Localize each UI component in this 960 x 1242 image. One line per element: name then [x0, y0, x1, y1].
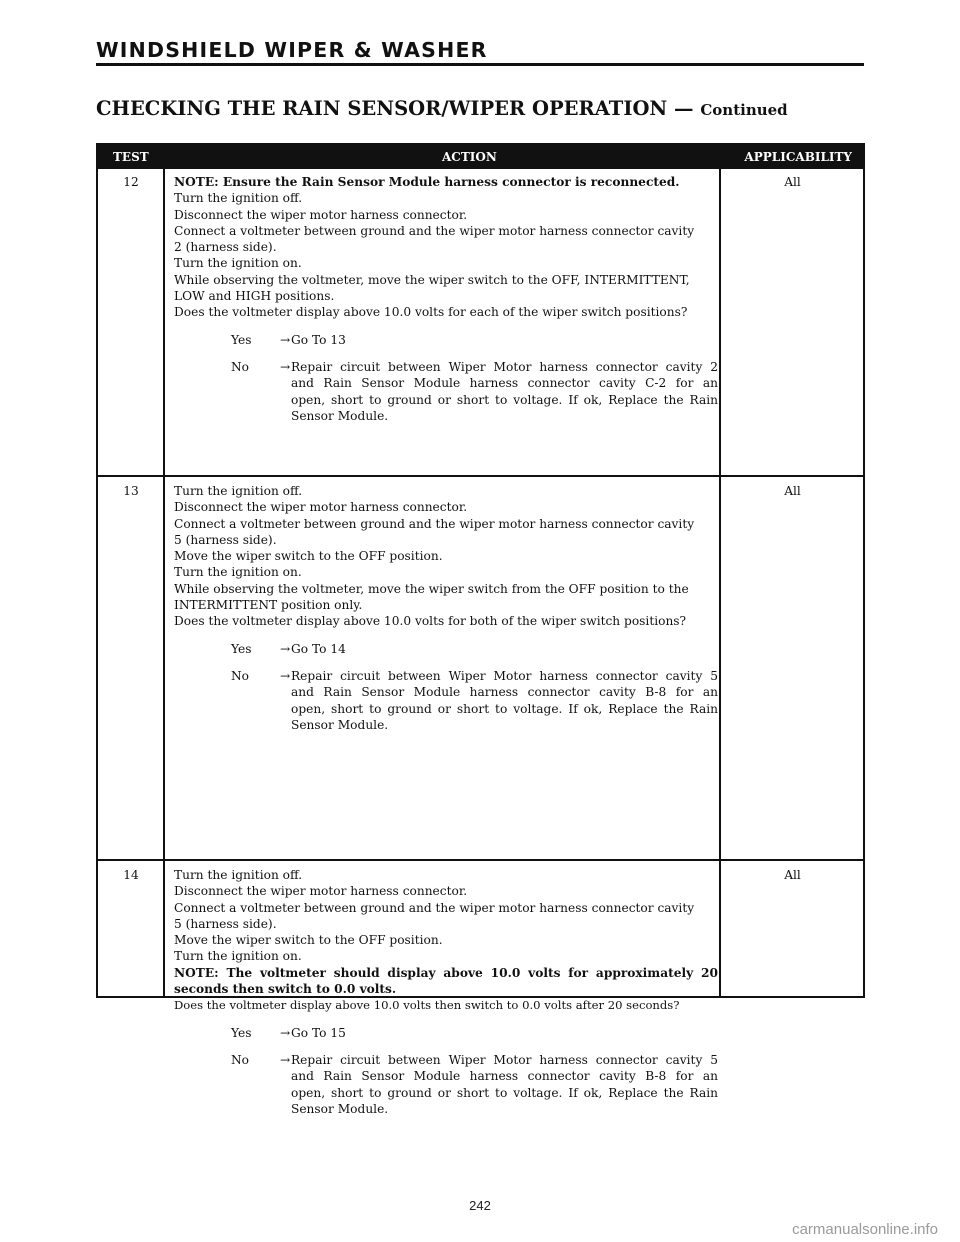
step-text: Disconnect the wiper motor harness connector.: [174, 500, 468, 515]
arrow-icon: →: [280, 641, 291, 656]
applicability-cell: All: [784, 484, 801, 498]
no-text-line: Repair circuit between Wiper Motor harness connector cavity 5: [291, 1052, 718, 1067]
no-answer: [174, 1052, 718, 1117]
no-label: No: [231, 1052, 250, 1067]
step-text: INTERMITTENT position only.: [174, 598, 363, 613]
test-number: 13: [123, 484, 139, 498]
arrow-icon: →: [280, 359, 291, 374]
no-answer: [174, 359, 718, 424]
table-row: [98, 861, 863, 1116]
test-number: 14: [123, 868, 139, 882]
no-text-line: and Rain Sensor Module harness connector cavity B-8 for an: [291, 685, 718, 700]
test-number: 12: [123, 175, 139, 189]
page-number: 242: [469, 1198, 491, 1213]
header-action: ACTION: [442, 150, 497, 164]
no-text: [291, 359, 718, 424]
table-row: [98, 169, 863, 477]
question-text: Does the voltmeter display above 10.0 volts then switch to 0.0 volts after 20 seconds?: [174, 998, 680, 1013]
step-text: 5 (harness side).: [174, 916, 277, 931]
step-text: Disconnect the wiper motor harness connector.: [174, 207, 468, 222]
arrow-icon: →: [280, 332, 291, 347]
applicability-cell: All: [784, 175, 801, 189]
no-text-line: and Rain Sensor Module harness connector cavity B-8 for an: [291, 1069, 718, 1084]
applicability-cell: All: [784, 868, 801, 882]
note-text: seconds then switch to 0.0 volts.: [174, 982, 397, 997]
step-text: Connect a voltmeter between ground and the wiper motor harness connector cavity: [174, 900, 695, 915]
step-text: Disconnect the wiper motor harness connector.: [174, 884, 468, 899]
diagnostic-table: [96, 143, 865, 1116]
step-text: LOW and HIGH positions.: [174, 289, 335, 304]
no-text: [291, 1052, 718, 1117]
step-text: Turn the ignition off.: [174, 484, 303, 498]
yes-label: Yes: [231, 641, 252, 656]
heading-main: CHECKING THE RAIN SENSOR/WIPER OPERATION —: [96, 97, 694, 120]
yes-answer: [174, 641, 718, 657]
page-heading: [96, 97, 788, 120]
yes-answer: [174, 1025, 718, 1041]
no-label: No: [231, 668, 250, 683]
section-title: WINDSHIELD WIPER & WASHER: [96, 38, 488, 62]
no-text-line: Repair circuit between Wiper Motor harness connector cavity 5: [291, 668, 718, 683]
action-cell: [174, 867, 718, 1117]
no-text-line: open, short to ground or short to voltage. If ok, Replace the Rain: [291, 701, 718, 716]
arrow-icon: →: [280, 668, 291, 683]
step-text: Move the wiper switch to the OFF position.: [174, 933, 443, 948]
step-text: 5 (harness side).: [174, 532, 277, 547]
yes-label: Yes: [231, 332, 252, 347]
table-header: [98, 145, 863, 169]
step-text: 2 (harness side).: [174, 240, 277, 255]
no-text: [291, 668, 718, 733]
header-test: TEST: [113, 150, 149, 164]
no-text-line: Repair circuit between Wiper Motor harness connector cavity 2: [291, 359, 718, 374]
step-text: Connect a voltmeter between ground and the wiper motor harness connector cavity: [174, 223, 695, 238]
step-text: While observing the voltmeter, move the wiper switch from the OFF position to the: [174, 581, 689, 596]
step-text: Turn the ignition off.: [174, 191, 303, 206]
no-label: No: [231, 359, 250, 374]
arrow-icon: →: [280, 1052, 291, 1067]
step-text: While observing the voltmeter, move the wiper switch to the OFF, INTERMITTENT,: [174, 272, 690, 287]
action-cell: [174, 483, 718, 733]
step-text: Turn the ignition on.: [174, 256, 302, 271]
section-rule: [96, 63, 864, 66]
no-answer: [174, 668, 718, 733]
yes-text: Go To 15: [291, 1025, 346, 1040]
step-text: Turn the ignition on.: [174, 565, 302, 580]
yes-answer: [174, 332, 718, 348]
no-text-line: Sensor Module.: [291, 408, 389, 423]
action-cell: [174, 174, 718, 424]
no-text-line: open, short to ground or short to voltage. If ok, Replace the Rain: [291, 1085, 718, 1100]
header-applicability: APPLICABILITY: [744, 150, 852, 164]
yes-text: Go To 13: [291, 332, 346, 347]
question-text: Does the voltmeter display above 10.0 volts for each of the wiper switch positions?: [174, 305, 688, 320]
no-text-line: and Rain Sensor Module harness connector cavity C-2 for an: [291, 376, 718, 391]
question-text: Does the voltmeter display above 10.0 volts for both of the wiper switch positions?: [174, 614, 687, 629]
no-text-line: open, short to ground or short to voltage. If ok, Replace the Rain: [291, 392, 718, 407]
no-text-line: Sensor Module.: [291, 717, 389, 732]
arrow-icon: →: [280, 1025, 291, 1040]
yes-label: Yes: [231, 1025, 252, 1040]
step-text: Turn the ignition on.: [174, 949, 302, 964]
no-text-line: Sensor Module.: [291, 1101, 389, 1116]
heading-continued: Continued: [700, 101, 788, 119]
step-text: Move the wiper switch to the OFF position.: [174, 549, 443, 564]
watermark-text: carmanualsonline.info: [792, 1221, 938, 1238]
note-text: NOTE: The voltmeter should display above 10.0 volts for approximately 20: [174, 965, 718, 980]
table-row: [98, 477, 863, 861]
step-text: Turn the ignition off.: [174, 868, 303, 882]
note-text: NOTE: Ensure the Rain Sensor Module harness connector is reconnected.: [174, 175, 680, 189]
step-text: Connect a voltmeter between ground and the wiper motor harness connector cavity: [174, 516, 695, 531]
yes-text: Go To 14: [291, 641, 346, 656]
